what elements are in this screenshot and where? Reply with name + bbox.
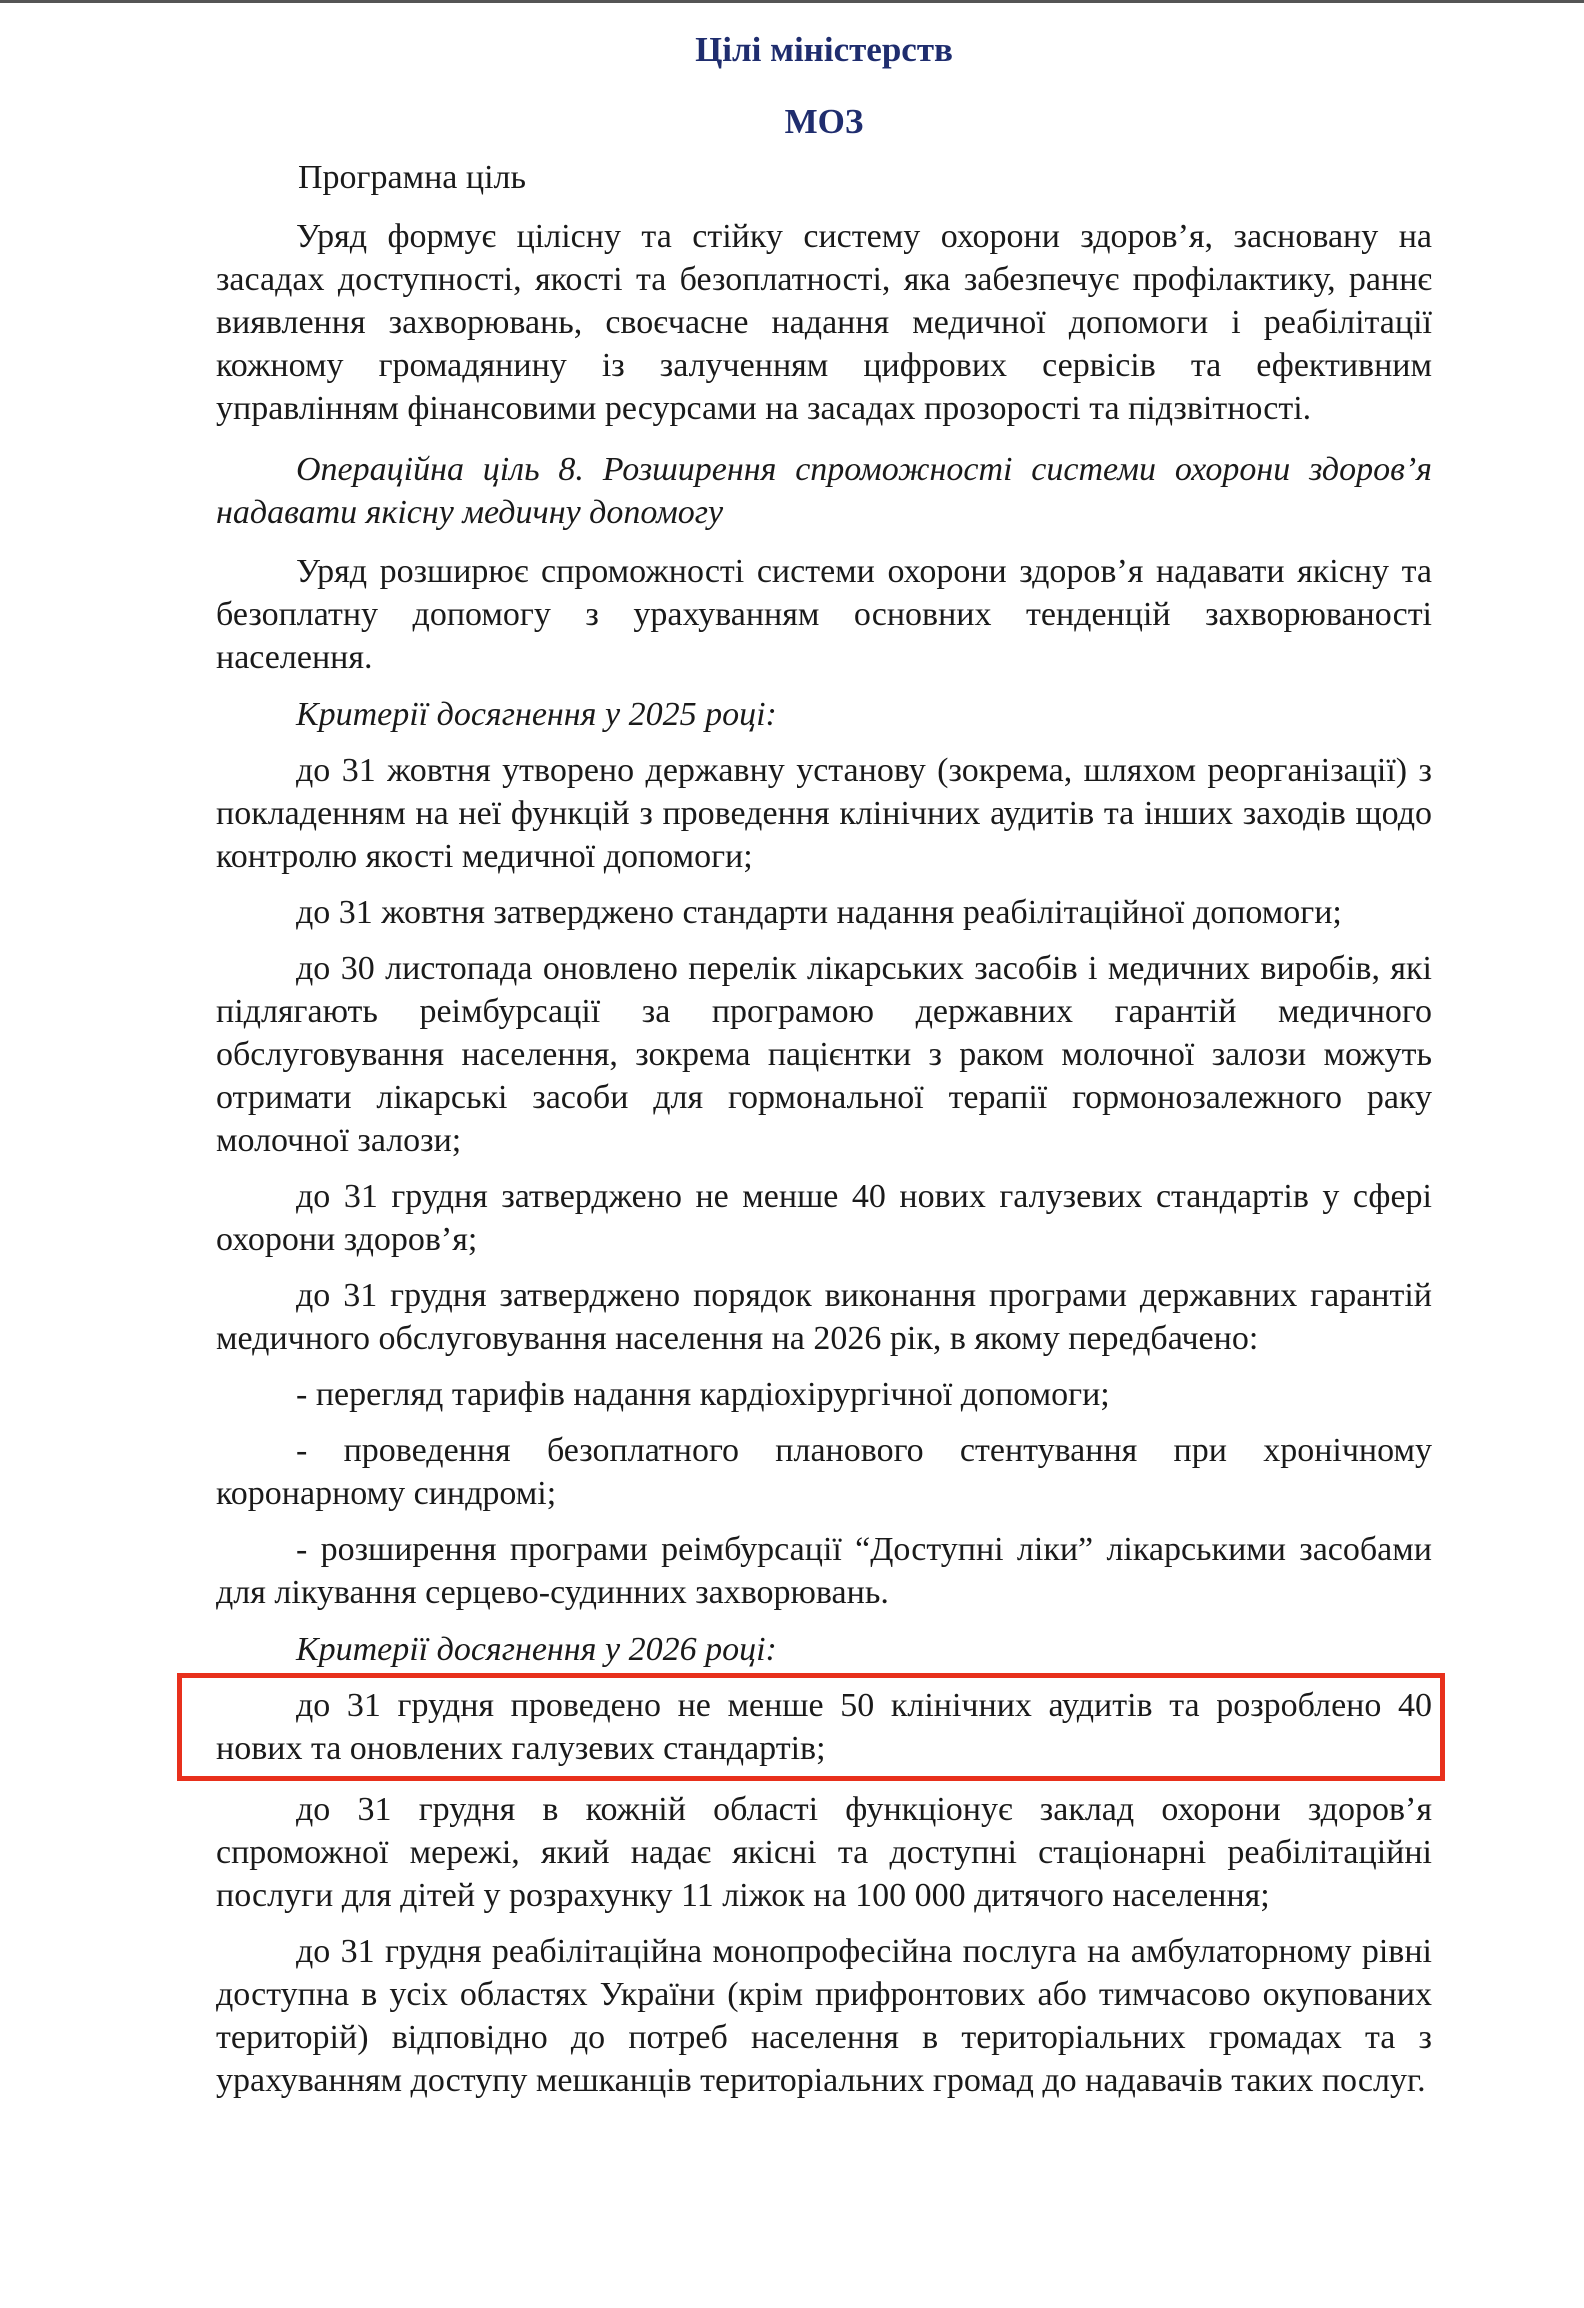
criterion-2026-item-highlighted: до 31 грудня проведено не менше 50 клінічних аудитів та розроблено 40 нових та оновлених галузевих стандартів; xyxy=(188,1684,1434,1770)
criterion-2025-subitem: - проведення безоплатного планового стентування при хронічному коронарному синдромі; xyxy=(216,1432,1432,1512)
criterion-2025-item: до 30 листопада оновлено перелік лікарських засобів і медичних виробів, які підлягають реімбурсації за програмою державних гарантій медичного обслуговування населення, зокрема пацієнтки з раком молочної залози можуть отримати лікарські засоби для гормональної терапії гормонозалежного раку молочної залози; xyxy=(216,950,1432,1159)
document-title: Цілі міністерств xyxy=(695,30,953,69)
criterion-2025-item: до 31 грудня затверджено не менше 40 нових галузевих стандартів у сфері охорони здоров’я; xyxy=(216,1178,1432,1258)
criterion-2025-item: до 31 жовтня затверджено стандарти надання реабілітаційної допомоги; xyxy=(296,894,1342,931)
top-border xyxy=(0,0,1584,3)
criteria-2025-label: Критерії досягнення у 2025 році: xyxy=(296,696,777,733)
criterion-2025-subitem: - розширення програми реімбурсації “Доступні ліки” лікарськими засобами для лікування серцево-судинних захворювань. xyxy=(216,1531,1432,1611)
criterion-2026-item: до 31 грудня реабілітаційна монопрофесійна послуга на амбулаторному рівні доступна в усіх областях України (крім прифронтових або тимчасово окупованих територій) відповідно до потреб населення в територіальних громадах та з урахуванням доступу мешканців територіальних громад до надавачів таких послуг. xyxy=(216,1933,1432,2099)
criteria-2026-label: Критерії досягнення у 2026 році: xyxy=(296,1631,777,1668)
document-page xyxy=(216,28,1432,2102)
criterion-2025-item: до 31 грудня затверджено порядок виконання програми державних гарантій медичного обслуговування населення на 2026 рік, в якому передбачено: xyxy=(216,1277,1432,1357)
program-goal-label: Програмна ціль xyxy=(298,159,527,196)
criterion-2026-item: до 31 грудня в кожній області функціонує заклад охорони здоров’я спроможної мережі, який надає якісні та доступні стаціонарні реабілітаційні послуги для дітей у розрахунку 11 ліжок на 100 000 дитячого населення; xyxy=(216,1791,1432,1914)
operational-goal-text: Уряд розширює спроможності системи охорони здоров’я надавати якісну та безоплатну допомогу з урахуванням основних тенденцій захворюваності населення. xyxy=(216,553,1432,676)
criterion-2025-item: до 31 жовтня утворено державну установу (зокрема, шляхом реорганізації) з покладенням на неї функцій з проведення клінічних аудитів та інших заходів щодо контролю якості медичної допомоги; xyxy=(216,752,1432,875)
criterion-2025-subitem: - перегляд тарифів надання кардіохірургічної допомоги; xyxy=(296,1376,1110,1413)
operational-goal-title: Операційна ціль 8. Розширення спроможності системи охорони здоров’я надавати якісну медичну допомогу xyxy=(216,451,1432,531)
ministry-name: МОЗ xyxy=(784,102,864,141)
program-goal-text: Уряд формує цілісну та стійку систему охорони здоров’я, засновану на засадах доступності, якості та безоплатності, яка забезпечує профілактику, раннє виявлення захворювань, своєчасне надання медичної допомоги і реабілітації кожному громадянину із залученням цифрових сервісів та ефективним управлінням фінансовими ресурсами на засадах прозорості та підзвітності. xyxy=(216,218,1432,427)
